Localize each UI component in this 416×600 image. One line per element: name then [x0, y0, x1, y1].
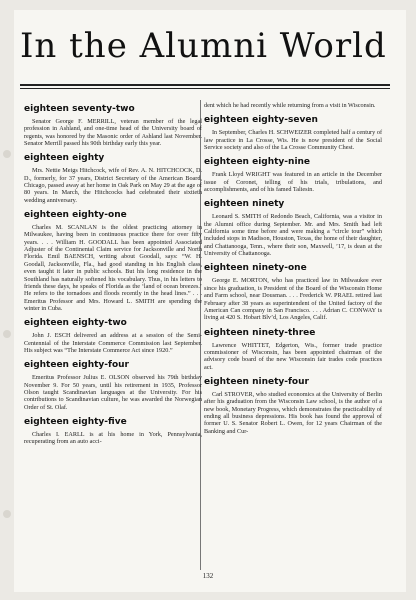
news-paragraph: Carl STROVER, who studied economics at the University of Berlin after his graduation from the Wisconsin Law school, is the author of a new book, Monetary Progress, which demonstrates the practicability of ending all business depressions. His book has found the approval of former U. S. Senator Robert L. Owen, for 12 years Chairman of the Banking and Cur-	[204, 390, 382, 435]
news-paragraph: Senator George F. MERRILL, veteran member of the legal profession in Ashland, and one-time head of the University board of regents, was honored by the Masonic order of Ashland last November. Senator Merrill passed his 90th birthday early this year.	[24, 118, 202, 148]
class-year-heading: eighteen ninety-one	[204, 263, 307, 274]
news-section	[204, 199, 382, 257]
class-year-heading: eighteen eighty	[24, 153, 105, 164]
news-section	[204, 328, 382, 371]
left-column	[24, 102, 202, 452]
title-rule	[20, 84, 390, 86]
news-section	[24, 318, 202, 354]
news-paragraph: Lawrence WHITTET, Edgerton, Wis., former trade practice commissioner of Wisconsin, has been appointed chairman of the advisory code board of the new Wisconsin fair trades code practices act.	[204, 341, 382, 371]
binder-hole	[3, 330, 11, 338]
page-title: In the Alumni World	[20, 26, 387, 66]
news-section	[204, 157, 382, 193]
news-section	[204, 377, 382, 435]
news-paragraph: Charles I. EARLL is at his home in York, Pennsylvania, recuperating from an auto acci-	[24, 430, 202, 446]
news-paragraph: Mrs. Nettie Meigs Hitchcock, wife of Rev. A. N. HITCHCOCK, D. D., formerly, for 37 years, District Secretary of the American Board, Chicago, passed away at her home in Oak Park on May 29 at the age of 80 years. In March, the Hitchcocks had celebrated their sixtieth wedding anniversary.	[24, 167, 202, 204]
news-section	[24, 210, 202, 312]
news-section	[24, 417, 202, 446]
news-paragraph: George E. MORTON, who has practiced law in Milwaukee ever since his graduation, is President of the Board of the Wisconsin Home and Farm school, near Dousman. . . . Frederick W. PRAEL retired last February after 38 years as superintendent of the United factory of the American Can company in San Francisco. . . . Adrian C. CONWAY is living at 420 S. Hobart Blv’d, Los Angeles, Calif.	[204, 277, 382, 322]
class-year-heading: eighteen eighty-one	[24, 210, 127, 221]
class-year-heading: eighteen ninety-four	[204, 376, 309, 387]
news-section	[204, 102, 382, 109]
right-column	[204, 102, 382, 441]
class-year-heading: eighteen seventy-two	[24, 104, 135, 114]
news-paragraph: In September, Charles H. SCHWEIZER completed half a century of law practice in La Crosse, Wis. He is now president of the Social Service society and also of the La Crosse Community Chest.	[204, 129, 382, 152]
news-section	[24, 360, 202, 411]
class-year-heading: eighteen eighty-four	[24, 360, 129, 371]
news-paragraph: John J. ESCH delivered an address at a session of the Semi-Centennial of the Interstate Commerce Commission last September. His subject was “The Interstate Commerce Act since 1920.”	[24, 332, 202, 354]
news-paragraph: dent which he had recently while returning from a visit in Wisconsin.	[204, 102, 376, 109]
news-section	[204, 115, 382, 151]
news-paragraph: Emeritus Professor Julius E. OLSON observed his 79th birthday November 9. For 50 years, until his retirement in 1935, Professor Olson taught Scandinavian languages at the University. For his contributions to Scandinavian culture, he was awarded the Norwegian Order of St. Olaf.	[24, 374, 202, 411]
news-paragraph: Leonard S. SMITH of Redondo Beach, California, was a visitor in the Alumni office during September. Mr. and Mrs. Smith had left California some time before and were making a “circle tour” which included stops in Madison, Houston, Texas, the home of their daughter, and Chattanooga, Tenn., where their son, Maxwell, ’17, is dean at the University of Chattanooga.	[204, 213, 382, 258]
class-year-heading: eighteen eighty-five	[24, 416, 127, 427]
binder-hole	[3, 150, 11, 158]
class-year-heading: eighteen eighty-two	[24, 318, 127, 329]
news-section	[24, 104, 202, 147]
class-year-heading: eighteen ninety	[204, 199, 285, 210]
binder-hole	[3, 510, 11, 518]
news-section	[204, 263, 382, 321]
news-paragraph: Charles M. SCANLAN is the oldest practicing attorney in Milwaukee, having been in continuous practice there for over fifty years. . . . William H. GOODALL has been appointed Associated Adjuster of the Continental Claim service for Jacksonville and North Florida. Emil BAENSCH, writing about Goodall, says: “W. H. Goodall, Jacksonville, Fla., had good standing in his English class, even taught it later in public schools. But his long residence in the Southland has naturally softened his vocabulary. Thus, in his letters to friends these days, he speaks of Florida as the ‘land of ocean breezes.’ He refers to the tornadoes and floods recently in the head lines.” . . . Emeritus Professor and Mrs. Howard L. SMITH are spending the winter in Cuba.	[24, 224, 202, 312]
news-paragraph: Frank Lloyd WRIGHT was featured in an article in the December issue of Coronet, telling of his trials, tribulations, and accomplishments, and of his famed Taliesin.	[204, 171, 382, 194]
class-year-heading: eighteen eighty-nine	[204, 157, 311, 168]
news-section	[24, 153, 202, 204]
page-number: 132	[202, 572, 214, 580]
class-year-heading: eighteen ninety-three	[204, 327, 316, 338]
class-year-heading: eighteen eighty-seven	[204, 115, 318, 126]
title-rule-thin	[20, 88, 390, 89]
